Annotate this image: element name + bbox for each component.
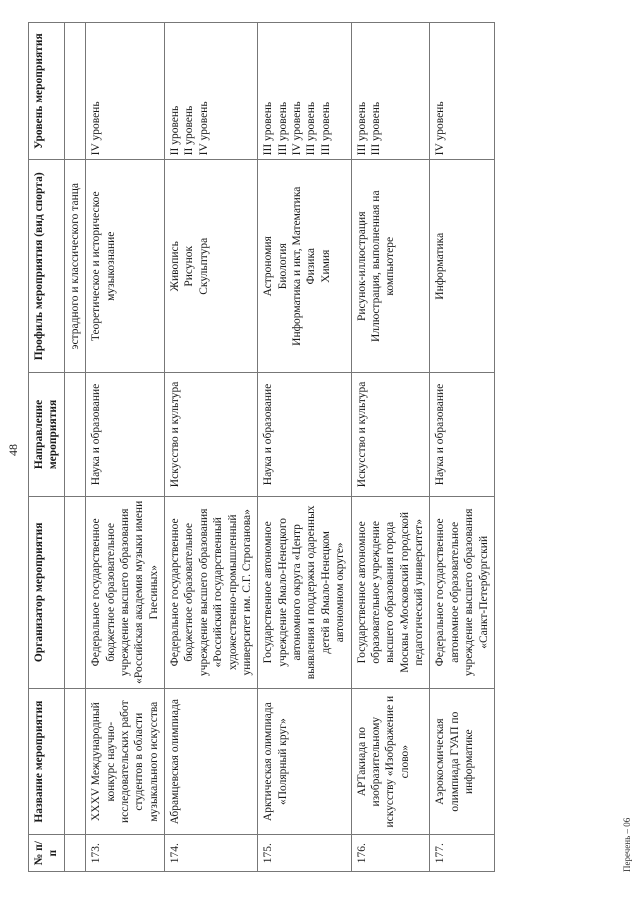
profile-item: Информатика и икт, Математика — [291, 186, 303, 346]
event-name: АРТакиада по изобразительному искусству «Изображение и слово» — [351, 688, 430, 834]
profile-item: Физика — [305, 248, 318, 285]
profile-item: Теоретическое и историческое музыкознание — [90, 191, 117, 342]
level-item: III уровень — [305, 101, 318, 156]
event-organizer: Федеральное государственное бюджетное образовательное учреждение высшего образования «Российский государственный художественно-промышленный университет им. С.Г. Строганова» — [165, 496, 258, 688]
header-organizer: Организатор мероприятия — [29, 496, 65, 688]
profile-item: Астрономия — [262, 236, 275, 297]
event-direction: Наука и образование — [430, 373, 495, 497]
table-header — [29, 23, 65, 872]
header-num: № п/п — [29, 835, 65, 872]
level-item: II уровень — [169, 105, 181, 156]
event-profiles — [430, 160, 495, 373]
event-levels — [430, 23, 495, 160]
level-item: IV уровень — [90, 101, 103, 156]
table-row — [86, 23, 165, 872]
event-name: Аэрокосмическая олимпиада ГУАП по информатике — [430, 688, 495, 834]
event-levels — [351, 23, 430, 160]
table-row — [351, 23, 430, 872]
row-number: 174. — [165, 835, 258, 872]
row-number: 175. — [258, 835, 351, 872]
table-body — [64, 23, 494, 872]
profile-item: Иллюстрация, выполненная на компьютере — [369, 190, 397, 343]
event-direction: Искусство и культура — [165, 373, 258, 497]
profile-item: Живопись — [169, 241, 181, 292]
level-item: III уровень — [355, 101, 368, 156]
header-level: Уровень мероприятия — [29, 23, 65, 160]
row-number: 173. — [86, 835, 165, 872]
event-levels — [258, 23, 351, 160]
footer-note: Перечень – 06 — [622, 817, 632, 872]
profile-item: Скульптура — [197, 237, 210, 295]
carry-level — [64, 23, 85, 160]
level-item: IV уровень — [434, 101, 447, 156]
event-profiles — [351, 160, 430, 373]
profile-item: Информатика — [434, 232, 447, 300]
event-name: Арктическая олимпиада «Полярный круг» — [258, 688, 351, 834]
profile-item: Биология — [276, 243, 289, 290]
event-organizer: Государственное автономное учреждение Ямало-Ненецкого автономного округа «Центр выявления и поддержки одаренных детей в Ямало-Ненецком автономном округе» — [258, 496, 351, 688]
carry-direction — [64, 373, 85, 497]
row-number: 176. — [351, 835, 430, 872]
event-organizer: Федеральное государственное бюджетное образовательное учреждение высшего образования «Российская академия музыки имени Гнесиных» — [86, 496, 165, 688]
header-profile: Профиль мероприятия (вид спорта) — [29, 160, 65, 373]
header-name: Название мероприятия — [29, 688, 65, 834]
header-direction: Направление мероприятия — [29, 373, 65, 497]
carry-profile: эстрадного и классического танца — [64, 160, 85, 373]
level-item: II уровень — [183, 105, 196, 156]
carry-num — [64, 835, 85, 872]
profile-item: Рисунок-иллюстрация — [355, 211, 368, 322]
event-levels — [165, 23, 258, 160]
event-levels — [86, 23, 165, 160]
level-item: IV уровень — [197, 101, 210, 156]
level-item: III уровень — [319, 101, 332, 156]
event-profiles — [86, 160, 165, 373]
table-row — [165, 23, 258, 872]
event-profiles — [258, 160, 351, 373]
row-number: 177. — [430, 835, 495, 872]
event-direction: Наука и образование — [258, 373, 351, 497]
events-table — [28, 22, 495, 872]
page-number: 48 — [6, 444, 20, 456]
profile-item: Рисунок — [183, 245, 196, 287]
table-row — [430, 23, 495, 872]
event-name: Абрамцевская олимпиада — [165, 688, 258, 834]
table-row — [258, 23, 351, 872]
profile-item: Химия — [319, 249, 332, 283]
carry-name — [64, 688, 85, 834]
level-item: III уровень — [276, 101, 289, 156]
level-item: III уровень — [262, 101, 275, 156]
level-item: III уровень — [369, 101, 382, 156]
event-organizer: Федеральное государственное автономное образовательное учреждение высшего образования «Санкт-Петербургский — [430, 496, 495, 688]
event-direction: Наука и образование — [86, 373, 165, 497]
event-direction: Искусство и культура — [351, 373, 430, 497]
event-name: XXXV Международный конкурс научно-исследовательских работ студентов в области музыкального искусства — [86, 688, 165, 834]
event-organizer: Государственное автономное образовательное учреждение высшего образования города Москвы «Московский городской педагогический университет» — [351, 496, 430, 688]
carry-over-row — [64, 23, 85, 872]
event-profiles — [165, 160, 258, 373]
carry-organizer — [64, 496, 85, 688]
level-item: IV уровень — [291, 101, 303, 156]
